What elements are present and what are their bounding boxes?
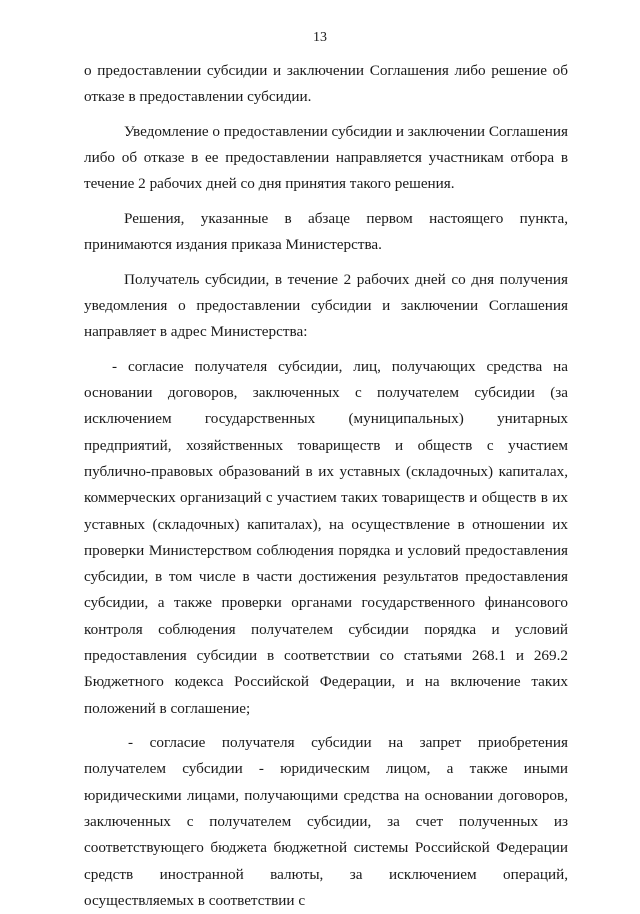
list-item-currency-ban-consent: - согласие получателя субсидии на запрет приобретения получателем субсидии - юридическим лицом, а также иными юридическими лицами, получающими средства на основании договоров, заключенных с получателем субсидии, за счет полученных из соответствующего бюджета бюджетной системы Российской Федерации средств иностранной валюты, за исключением операций, осуществляемых в соответствии с bbox=[84, 734, 568, 909]
paragraph-recipient-obligations: Получатель субсидии, в течение 2 рабочих дней со дня получения уведомления о предоставлении субсидии и заключении Соглашения направляет в адрес Министерства: bbox=[84, 270, 568, 341]
paragraph-decisions: Решения, указанные в абзаце первом настоящего пункта, принимаются издания приказа Министерства. bbox=[84, 209, 568, 254]
paragraph-continuation: о предоставлении субсидии и заключении Соглашения либо решение об отказе в предоставлении субсидии. bbox=[84, 62, 568, 106]
list-item-inspection-consent: - согласие получателя субсидии, лиц, получающих средства на основании договоров, заключенных с получателем субсидии (за исключением государственных (муниципальных) унитарных предприятий, хозяйственных товариществ и обществ с участием публично-правовых образований в их уставных (складочных) капиталах, коммерческих организаций с участием таких товариществ и обществ в их уставных (складочных) капиталах), на осуществление в отношении их проверки Министерством соблюдения порядка и условий предоставления субсидии, в том числе в части достижения результатов предоставления субсидии, а также проверки органами государственного финансового контроля соблюдения получателем субсидии порядка и условий предоставления субсидии в соответствии со статьями 268.1 и 269.2 Бюджетного кодекса Российской Федерации, и на включение таких положений в соглашение; bbox=[84, 357, 568, 717]
page-number: 13 bbox=[313, 30, 327, 45]
document-body bbox=[84, 58, 568, 914]
paragraph-notification: Уведомление о предоставлении субсидии и заключении Соглашения либо об отказе в ее предоставлении направляется участникам отбора в течение 2 рабочих дней со дня принятия такого решения. bbox=[84, 122, 568, 193]
